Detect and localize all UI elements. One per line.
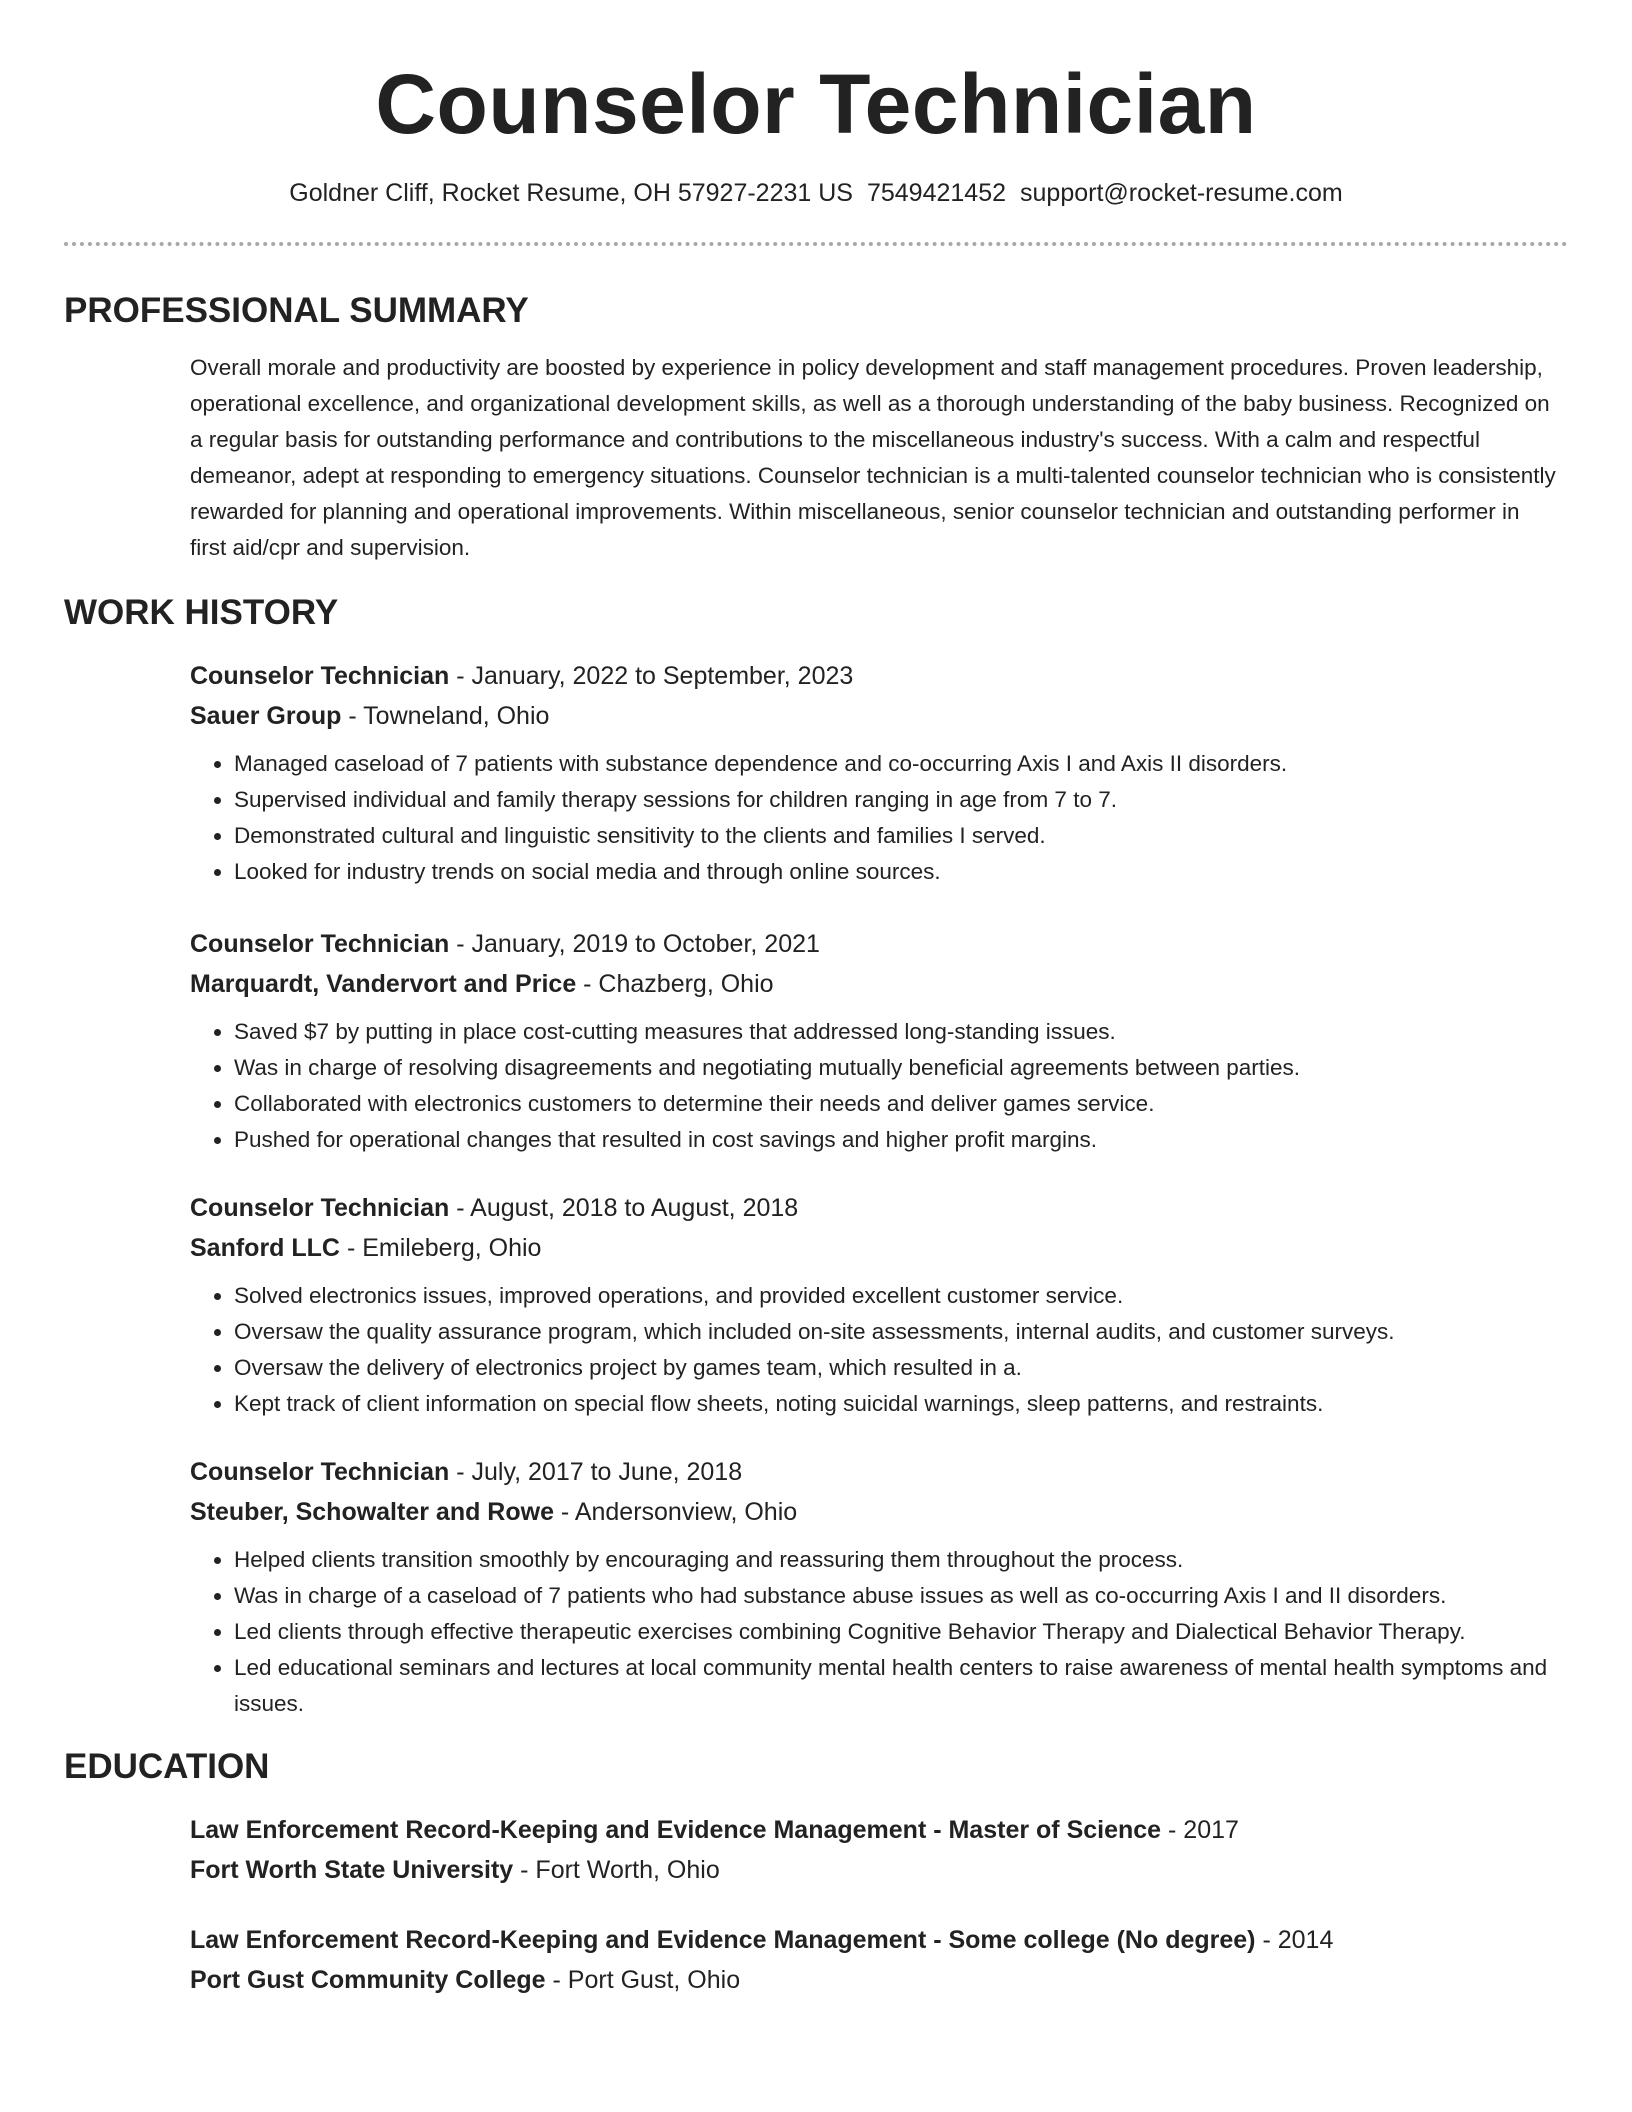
education-degree: Law Enforcement Record-Keeping and Evidence Management - Some college (No degree) [190,1926,1256,1954]
job-entry [190,924,1568,1158]
job-company: Sauer Group [190,702,342,730]
job-bullet: • Helped clients transition smoothly by encouraging and reassuring them throughout the process. [234,1542,1568,1578]
job-role: Counselor Technician [190,930,450,958]
job-company: Sanford LLC [190,1234,340,1262]
job-bullet: • Solved electronics issues, improved operations, and provided excellent customer service. [234,1278,1568,1314]
contact-line [64,178,1568,208]
resume-page [64,0,1568,2000]
education-school: Fort Worth State University [190,1856,514,1884]
contact-phone: 7549421452 [866,179,1007,207]
job-company-line [190,1492,1568,1532]
education-degree: Law Enforcement Record-Keeping and Evidence Management - Master of Science [190,1816,1162,1844]
education-year: - 2017 [1161,1816,1239,1844]
job-company-line [190,964,1568,1004]
summary-heading: PROFESSIONAL SUMMARY [64,291,529,330]
job-company: Marquardt, Vandervort and Price [190,970,577,998]
job-bullet: • Looked for industry trends on social media and through online sources. [234,854,1568,890]
job-role: Counselor Technician [190,1458,450,1486]
job-company-line [190,1228,1568,1268]
job-bullet: • Led educational seminars and lectures at local community mental health centers to raise awareness of mental health symptoms and issues. [234,1650,1568,1722]
education-location: - Fort Worth, Ohio [513,1856,720,1884]
job-dates: - January, 2022 to September, 2023 [449,662,854,690]
job-location: - Chazberg, Ohio [576,970,774,998]
job-title-line [190,924,1568,964]
job-entry [190,1188,1568,1422]
job-dates: - August, 2018 to August, 2018 [449,1194,799,1222]
job-role: Counselor Technician [190,662,450,690]
education-school-line [190,1850,1568,1890]
education-degree-line [190,1920,1568,1960]
job-dates: - July, 2017 to June, 2018 [449,1458,743,1486]
job-bullet: • Led clients through effective therapeutic exercises combining Cognitive Behavior Therapy and Dialectical Behavior Therapy. [234,1614,1568,1650]
job-title-line [190,656,1568,696]
summary-text: Overall morale and productivity are boosted by experience in policy development and staff management procedures. Proven leadership, operational excellence, and organizational development skills, as well as a thorough understanding of the baby business. Recognized on a regular basis for outstanding performance and contributions to the miscellaneous industry's success. With a calm and respectful demeanor, adept at responding to emergency situations. Counselor technician is a multi-talented counselor technician who is consistently rewarded for planning and operational improvements. Within miscellaneous, senior counselor technician and outstanding performer in first aid/cpr and supervision. [190,355,1556,560]
job-title-line [190,1452,1568,1492]
education-degree-line [190,1810,1568,1850]
job-entry [190,1452,1568,1722]
job-entry [190,656,1568,890]
job-bullet: • Saved $7 by putting in place cost-cutting measures that addressed long-standing issues. [234,1014,1568,1050]
job-bullet: • Was in charge of resolving disagreements and negotiating mutually beneficial agreements between parties. [234,1050,1568,1086]
contact-email: support@rocket-resume.com [1020,179,1343,207]
job-bullet: • Demonstrated cultural and linguistic sensitivity to the clients and families I served. [234,818,1568,854]
header-divider [64,242,1568,246]
job-bullets [190,1014,1568,1158]
contact-address: Goldner Cliff, Rocket Resume, OH 57927-2231 US [289,179,853,207]
job-bullet: • Managed caseload of 7 patients with substance dependence and co-occurring Axis I and Axis II disorders. [234,746,1568,782]
job-location: - Emileberg, Ohio [340,1234,542,1262]
job-location: - Towneland, Ohio [341,702,550,730]
education-list [190,1810,1568,2000]
candidate-name: Counselor Technician [375,57,1257,151]
job-company: Steuber, Schowalter and Rowe [190,1498,554,1526]
education-heading: EDUCATION [64,1747,270,1786]
education-entry [190,1810,1568,1890]
work-history-list [190,656,1568,1722]
job-bullet: • Supervised individual and family therapy sessions for children ranging in age from 7 to 7. [234,782,1568,818]
job-location: - Andersonview, Ohio [553,1498,798,1526]
education-entry [190,1920,1568,2000]
job-bullet: • Kept track of client information on special flow sheets, noting suicidal warnings, sleep patterns, and restraints. [234,1386,1568,1422]
education-school: Port Gust Community College [190,1966,546,1994]
job-dates: - January, 2019 to October, 2021 [449,930,820,958]
job-bullet: • Collaborated with electronics customers to determine their needs and deliver games service. [234,1086,1568,1122]
job-bullet: • Was in charge of a caseload of 7 patients who had substance abuse issues as well as co-occurring Axis I and II disorders. [234,1578,1568,1614]
education-location: - Port Gust, Ohio [545,1966,741,1994]
job-bullets [190,1542,1568,1722]
job-bullet: • Oversaw the delivery of electronics project by games team, which resulted in a. [234,1350,1568,1386]
job-company-line [190,696,1568,736]
job-bullets [190,1278,1568,1422]
job-bullet: • Oversaw the quality assurance program, which included on-site assessments, internal audits, and customer surveys. [234,1314,1568,1350]
education-year: - 2014 [1255,1926,1334,1954]
work-history-heading: WORK HISTORY [64,593,339,632]
education-school-line [190,1960,1568,2000]
job-bullets [190,746,1568,890]
job-bullet: • Pushed for operational changes that resulted in cost savings and higher profit margins. [234,1122,1568,1158]
job-role: Counselor Technician [190,1194,450,1222]
job-title-line [190,1188,1568,1228]
